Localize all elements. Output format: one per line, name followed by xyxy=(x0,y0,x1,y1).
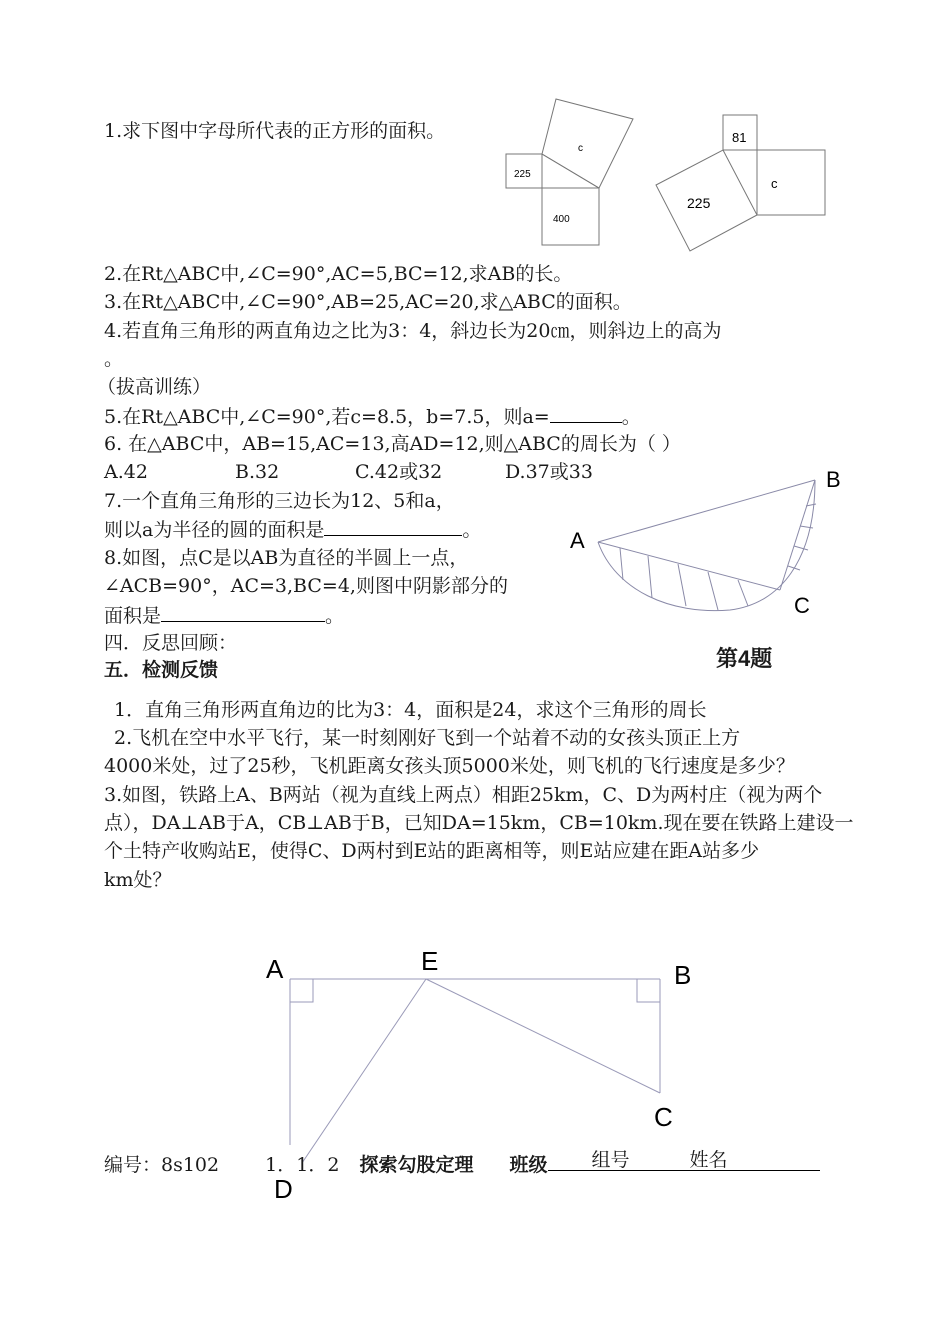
pythagoras-squares-figure xyxy=(500,93,840,263)
fig3-label-a: A xyxy=(266,954,284,984)
footer-code: 编号：8s102 xyxy=(104,1154,220,1176)
section-4-heading: 四．反思回顾： xyxy=(104,632,238,654)
footer-line xyxy=(104,1149,820,1178)
test-question-3-line-2: 点），DA⊥AB于A，CB⊥AB于B，已知DA=15km，CB=10km.现在要在铁路上建设一 xyxy=(104,812,854,834)
fig1-label-225: 225 xyxy=(514,169,531,180)
footer-group-label: 组号 xyxy=(591,1149,630,1171)
question-7-line-2 xyxy=(104,517,481,542)
question-7-text: 则以a为半径的圆的面积是 xyxy=(104,519,325,541)
fig2-label-b: B xyxy=(826,470,841,492)
question-4-line-2: 。 xyxy=(104,348,124,370)
question-4-line-1: 4.若直角三角形的两直角边之比为3：4，斜边长为20㎝，则斜边上的高为 xyxy=(104,320,722,342)
fig1-label-c2: c xyxy=(771,176,778,191)
fig1-label-400: 400 xyxy=(553,214,570,225)
test-question-1: 1．直角三角形两直角边的比为3：4，面积是24，求这个三角形的周长 xyxy=(114,699,707,721)
footer-class-label: 班级 xyxy=(509,1155,548,1176)
fig3-label-c: C xyxy=(654,1102,673,1132)
fig1-label-225b: 225 xyxy=(687,195,711,211)
question-6: 6. 在△ABC中，AB=15,AC=13,高AD=12,则△ABC的周长为（ ） xyxy=(104,433,681,455)
question-5-answer-blank[interactable] xyxy=(550,404,622,423)
question-7-line-1: 7.一个直角三角形的三边长为12、5和a， xyxy=(104,490,455,512)
question-6-option-c: C.42或32 xyxy=(355,461,443,483)
footer-class-blank[interactable] xyxy=(548,1149,820,1171)
question-7-end: 。 xyxy=(462,519,482,541)
question-5-end: 。 xyxy=(621,406,641,428)
question-6-option-d: D.37或33 xyxy=(505,461,593,483)
fig3-label-b: B xyxy=(674,960,692,990)
question-2: 2.在Rt△ABC中,∠C=90°,AC=5,BC=12,求AB的长。 xyxy=(104,263,573,285)
test-question-3-line-1: 3.如图，铁路上A、B两站（视为直线上两点）相距25km，C、D为两村庄（视为两个 xyxy=(104,784,823,806)
footer-name-label: 姓名 xyxy=(689,1149,728,1171)
figure-caption: 第4题 xyxy=(716,646,773,671)
question-6-option-b: B.32 xyxy=(235,461,280,483)
question-8-end: 。 xyxy=(325,605,345,627)
fig2-label-c: C xyxy=(794,593,810,618)
question-1: 1.求下图中字母所代表的正方形的面积。 xyxy=(104,120,446,142)
question-6-option-a: A.42 xyxy=(104,461,148,483)
section-5-heading: 五．检测反馈 xyxy=(104,660,219,681)
test-question-3-line-4: km处？ xyxy=(104,869,172,891)
fig3-label-d: D xyxy=(274,1174,293,1204)
question-5-text: 5.在Rt△ABC中,∠C=90°,若c=8.5，b=7.5，则a= xyxy=(104,406,550,428)
footer-section: 1．1．2 xyxy=(265,1154,340,1176)
test-question-2-line-2: 4000米处，过了25秒，飞机距离女孩头顶5000米处，则飞机的飞行速度是多少？ xyxy=(104,755,795,777)
question-8-line-2: ∠ACB=90°，AC=3,BC=4,则图中阴影部分的 xyxy=(104,575,508,597)
question-8-answer-blank[interactable] xyxy=(161,603,325,622)
question-5 xyxy=(104,404,641,429)
fig2-label-a: A xyxy=(570,528,585,553)
question-8-line-3 xyxy=(104,603,344,628)
question-7-answer-blank[interactable] xyxy=(324,517,462,536)
section-improve-heading: （拔高训练） xyxy=(97,376,212,398)
test-question-2-line-1: 2.飞机在空中水平飞行，某一时刻刚好飞到一个站着不动的女孩头顶正上方 xyxy=(114,727,741,749)
footer-title: 探索勾股定理 xyxy=(359,1155,474,1176)
question-8-text: 面积是 xyxy=(104,605,162,627)
fig1-label-81: 81 xyxy=(732,130,747,145)
test-question-3-line-3: 个土特产收购站E，使得C、D两村到E站的距离相等，则E站应建在距A站多少 xyxy=(104,840,760,862)
question-8-line-1: 8.如图，点C是以AB为直径的半圆上一点， xyxy=(104,547,469,569)
fig1-label-c: c xyxy=(578,143,583,154)
question-3: 3.在Rt△ABC中,∠C=90°,AB=25,AC=20,求△ABC的面积。 xyxy=(104,291,632,313)
semicircle-figure xyxy=(560,470,890,630)
fig3-label-e: E xyxy=(421,946,439,976)
